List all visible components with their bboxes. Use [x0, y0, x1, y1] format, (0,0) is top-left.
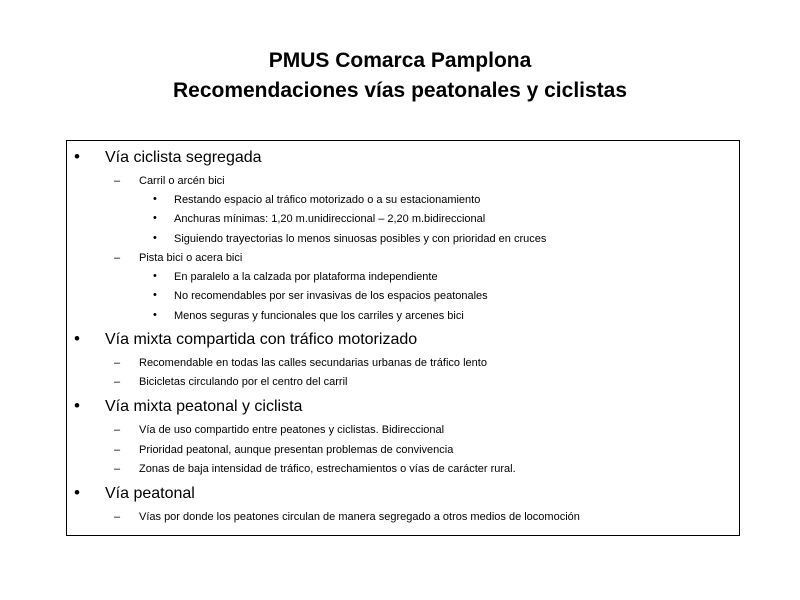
bullet-icon: • [153, 212, 157, 224]
slide-title [0, 46, 800, 106]
dash-icon: – [114, 424, 121, 436]
item-label: Anchuras mínimas: 1,20 m.unidireccional – 2,20 m.bidireccional [174, 213, 486, 225]
item-label: No recomendables por ser invasivas de los espacios peatonales [174, 290, 488, 302]
bullet-icon: • [153, 289, 157, 301]
item-label: Carril o arcén bici [139, 175, 225, 187]
item-label: Prioridad peatonal, aunque presentan problemas de convivencia [139, 444, 454, 456]
section-label: Vía ciclista segregada [105, 149, 262, 166]
item-label: Pista bici o acera bici [139, 252, 243, 264]
section-label: Vía mixta peatonal y ciclista [105, 398, 303, 415]
item-label: Restando espacio al tráfico motorizado o a su estacionamiento [174, 194, 481, 206]
dash-icon: – [114, 463, 121, 475]
slide-title-line-1: PMUS Comarca Pamplona [268, 49, 532, 72]
bullet-icon: • [153, 309, 157, 321]
dash-icon: – [114, 376, 121, 388]
bullet-icon: • [74, 147, 80, 166]
dash-icon: – [114, 357, 121, 369]
content-box [66, 140, 740, 536]
bullet-icon: • [74, 483, 80, 502]
dash-icon: – [114, 511, 121, 523]
bullet-icon: • [74, 329, 80, 348]
section-label: Vía peatonal [105, 485, 195, 502]
bullet-icon: • [74, 396, 80, 415]
item-label: Vías por donde los peatones circulan de manera segregado a otros medios de locomoción [139, 511, 580, 523]
dash-icon: – [114, 175, 121, 187]
slide-title-line-2: Recomendaciones vías peatonales y ciclistas [172, 79, 628, 102]
section-label: Vía mixta compartida con tráfico motorizado [105, 331, 418, 348]
item-label: Vía de uso compartido entre peatones y ciclistas. Bidireccional [139, 424, 445, 436]
bullet-icon: • [153, 270, 157, 282]
bullet-icon: • [153, 193, 157, 205]
item-label: Bicicletas circulando por el centro del carril [139, 376, 348, 388]
bullet-icon: • [153, 232, 157, 244]
dash-icon: – [114, 252, 121, 264]
dash-icon: – [114, 444, 121, 456]
item-label: Zonas de baja intensidad de tráfico, estrechamientos o vías de carácter rural. [139, 463, 516, 475]
item-label: Menos seguras y funcionales que los carriles y arcenes bici [174, 310, 464, 322]
item-label: Recomendable en todas las calles secundarias urbanas de tráfico lento [139, 357, 487, 369]
item-label: En paralelo a la calzada por plataforma independiente [174, 271, 438, 283]
item-label: Siguiendo trayectorias lo menos sinuosas posibles y con prioridad en cruces [174, 233, 547, 245]
